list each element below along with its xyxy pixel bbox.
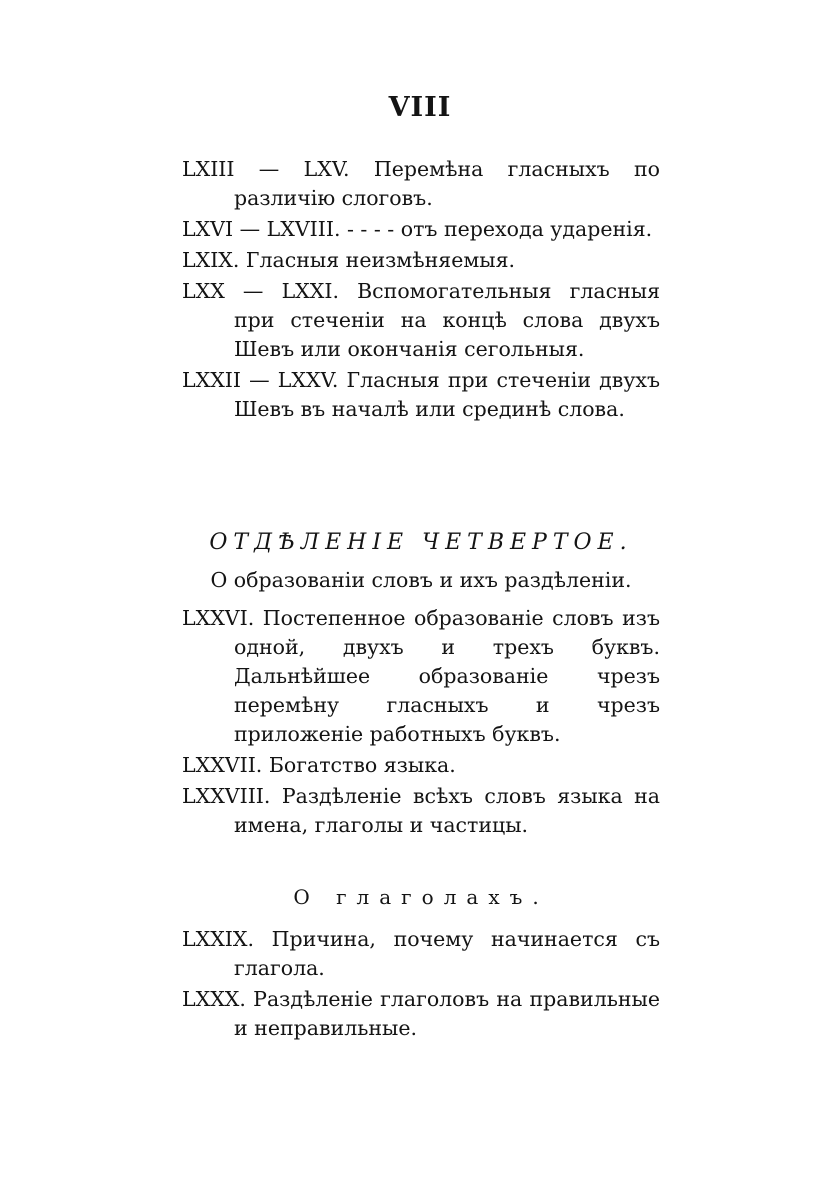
contents-entry: LXXIX. Причина, почему начинается съ глагола. xyxy=(182,927,660,980)
section-title: ОТДѢЛЕНІЕ ЧЕТВЕРТОЕ. xyxy=(209,530,633,555)
contents-block-2 xyxy=(182,604,660,840)
contents-entry: LXIII — LXV. Перемѣна гласныхъ по различію слоговъ. xyxy=(182,157,660,210)
contents-entry: LXXVIII. Раздѣленіе всѣхъ словъ языка на имена, глаголы и частицы. xyxy=(182,784,660,837)
section-subtitle: О образованіи словъ и ихъ раздѣленіи. xyxy=(210,568,632,592)
contents-entry: LXXVI. Постепенное образованіе словъ изъ одной, двухъ и трехъ буквъ. Дальнѣйшее образованіе чрезъ перемѣну гласныхъ и чрезъ приложеніе работныхъ буквъ. xyxy=(182,606,660,746)
contents-block-3 xyxy=(182,925,660,1043)
contents-entry: LXVI — LXVIII. - - - - отъ перехода ударенія. xyxy=(182,217,653,241)
page-number: VIII xyxy=(388,92,452,123)
contents-entry: LXIX. Гласныя неизмѣняемыя. xyxy=(182,248,516,272)
contents-entry: LXXII — LXXV. Гласныя при стеченіи двухъ Шевъ въ началѣ или срединѣ слова. xyxy=(182,368,660,421)
contents-entry: LXXX. Раздѣленіе глаголовъ на правильные и неправильные. xyxy=(182,987,660,1040)
contents-block-1 xyxy=(182,155,660,424)
contents-entry: LXXVII. Богатство языка. xyxy=(182,753,456,777)
subsection-heading: О глаголахъ. xyxy=(293,885,549,909)
contents-entry: LXX — LXXI. Вспомогательныя гласныя при стеченіи на концѣ слова двухъ Шевъ или окончанія сегольныя. xyxy=(182,279,660,361)
